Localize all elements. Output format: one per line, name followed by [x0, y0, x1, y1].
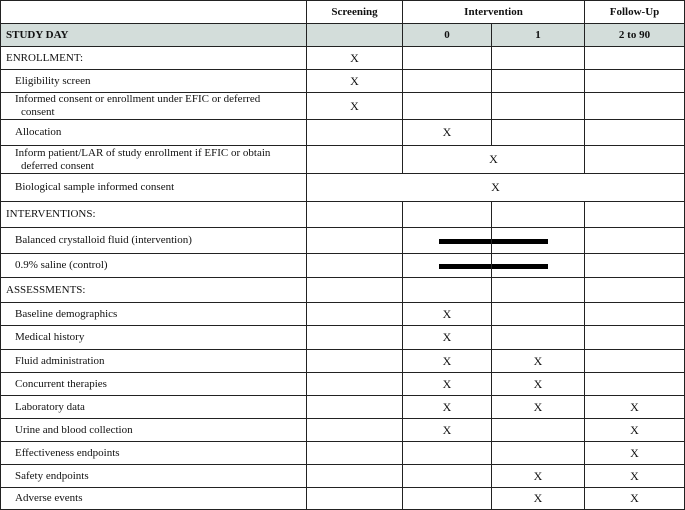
administration-bar-segment	[492, 264, 548, 269]
table-row	[1, 254, 685, 278]
cell-day1	[492, 278, 585, 303]
cell-screening	[307, 254, 403, 278]
cell-screening	[307, 465, 403, 488]
study-day-label: STUDY DAY	[1, 24, 307, 47]
table-row	[1, 303, 685, 326]
section-label: ENROLLMENT:	[1, 47, 307, 70]
cell-all-merged: X	[307, 174, 685, 202]
cell-day0	[403, 488, 492, 510]
cell-day0: X	[403, 396, 492, 419]
cell-followup	[585, 47, 685, 70]
cell-day0	[403, 465, 492, 488]
row-label: Allocation	[1, 120, 307, 146]
cell-followup	[585, 70, 685, 93]
row-label: Baseline demographics	[1, 303, 307, 326]
cell-screening	[307, 120, 403, 146]
cell-followup	[585, 373, 685, 396]
cell-followup: X	[585, 419, 685, 442]
table-row	[1, 120, 685, 146]
study-day-row	[1, 24, 685, 47]
table-row	[1, 373, 685, 396]
row-label: Concurrent therapies	[1, 373, 307, 396]
cell-day1: X	[492, 350, 585, 373]
cell-screening	[307, 326, 403, 350]
cell-followup: X	[585, 465, 685, 488]
cell-followup	[585, 350, 685, 373]
cell-intervention-merged: X	[403, 146, 585, 174]
row-label	[1, 93, 307, 120]
cell-followup	[585, 326, 685, 350]
row-label: Laboratory data	[1, 396, 307, 419]
table-row	[1, 228, 685, 254]
table-row	[1, 465, 685, 488]
cell-followup	[585, 120, 685, 146]
cell-followup: X	[585, 488, 685, 510]
cell-followup	[585, 303, 685, 326]
cell-screening: X	[307, 70, 403, 93]
cell-followup: X	[585, 396, 685, 419]
section-row-assessments	[1, 278, 685, 303]
table-row	[1, 326, 685, 350]
cell-screening	[307, 373, 403, 396]
cell-screening: X	[307, 47, 403, 70]
administration-bar-segment	[439, 239, 491, 244]
cell-day1	[492, 120, 585, 146]
cell-day1: X	[492, 396, 585, 419]
cell-day1	[492, 47, 585, 70]
cell-day1: X	[492, 488, 585, 510]
cell-day1: X	[492, 373, 585, 396]
header-row	[1, 1, 685, 24]
cell-followup: X	[585, 442, 685, 465]
cell-followup	[585, 93, 685, 120]
cell-day0	[403, 70, 492, 93]
cell-day0	[403, 228, 492, 254]
section-label: INTERVENTIONS:	[1, 202, 307, 228]
row-label-line2: deferred consent	[21, 159, 94, 172]
cell-screening	[307, 419, 403, 442]
table-row	[1, 488, 685, 510]
cell-day1	[492, 442, 585, 465]
section-row-enrollment	[1, 47, 685, 70]
row-label: Fluid administration	[1, 350, 307, 373]
cell-day1	[492, 303, 585, 326]
study-day-screening	[307, 24, 403, 47]
cell-day1	[492, 70, 585, 93]
row-label: Medical history	[1, 326, 307, 350]
cell-day0	[403, 278, 492, 303]
row-label: Adverse events	[1, 488, 307, 510]
row-label: 0.9% saline (control)	[1, 254, 307, 278]
table-row	[1, 350, 685, 373]
row-label: Balanced crystalloid fluid (intervention)	[1, 228, 307, 254]
cell-day0: X	[403, 419, 492, 442]
cell-followup	[585, 254, 685, 278]
cell-screening	[307, 396, 403, 419]
cell-followup	[585, 228, 685, 254]
cell-day0	[403, 202, 492, 228]
row-label: Effectiveness endpoints	[1, 442, 307, 465]
table-row	[1, 442, 685, 465]
table-row	[1, 70, 685, 93]
cell-day1	[492, 254, 585, 278]
study-day-followup: 2 to 90	[585, 24, 685, 47]
cell-followup	[585, 202, 685, 228]
cell-screening	[307, 488, 403, 510]
row-label	[1, 146, 307, 174]
cell-screening: X	[307, 93, 403, 120]
header-follow-up: Follow-Up	[585, 1, 685, 24]
cell-day0	[403, 442, 492, 465]
row-label: Biological sample informed consent	[1, 174, 307, 202]
cell-day0	[403, 47, 492, 70]
section-label: ASSESSMENTS:	[1, 278, 307, 303]
table-row	[1, 396, 685, 419]
row-label: Eligibility screen	[1, 70, 307, 93]
cell-day0: X	[403, 303, 492, 326]
header-intervention: Intervention	[403, 1, 585, 24]
study-day-0: 0	[403, 24, 492, 47]
table-row	[1, 146, 685, 174]
cell-day0: X	[403, 373, 492, 396]
section-row-interventions	[1, 202, 685, 228]
cell-screening	[307, 303, 403, 326]
cell-day1	[492, 93, 585, 120]
cell-screening	[307, 146, 403, 174]
cell-day0: X	[403, 350, 492, 373]
cell-day0	[403, 254, 492, 278]
row-label-line2: consent	[21, 106, 55, 118]
header-empty-cell	[1, 1, 307, 24]
administration-bar-segment	[492, 239, 548, 244]
row-label-line1: Informed consent or enrollment under EFIC or deferred	[15, 93, 261, 105]
cell-day0	[403, 93, 492, 120]
table-row	[1, 419, 685, 442]
table-row	[1, 174, 685, 202]
cell-screening	[307, 202, 403, 228]
study-day-1: 1	[492, 24, 585, 47]
cell-day1	[492, 326, 585, 350]
cell-day0: X	[403, 326, 492, 350]
cell-day0: X	[403, 120, 492, 146]
cell-followup	[585, 146, 685, 174]
cell-day1	[492, 419, 585, 442]
row-label: Safety endpoints	[1, 465, 307, 488]
administration-bar-segment	[439, 264, 491, 269]
header-screening: Screening	[307, 1, 403, 24]
cell-day1	[492, 202, 585, 228]
cell-day1: X	[492, 465, 585, 488]
cell-day1	[492, 228, 585, 254]
row-label: Urine and blood collection	[1, 419, 307, 442]
row-label-line1: Inform patient/LAR of study enrollment if EFIC or obtain	[15, 146, 271, 159]
cell-screening	[307, 278, 403, 303]
cell-screening	[307, 350, 403, 373]
cell-screening	[307, 442, 403, 465]
table-row	[1, 93, 685, 120]
cell-screening	[307, 228, 403, 254]
cell-followup	[585, 278, 685, 303]
